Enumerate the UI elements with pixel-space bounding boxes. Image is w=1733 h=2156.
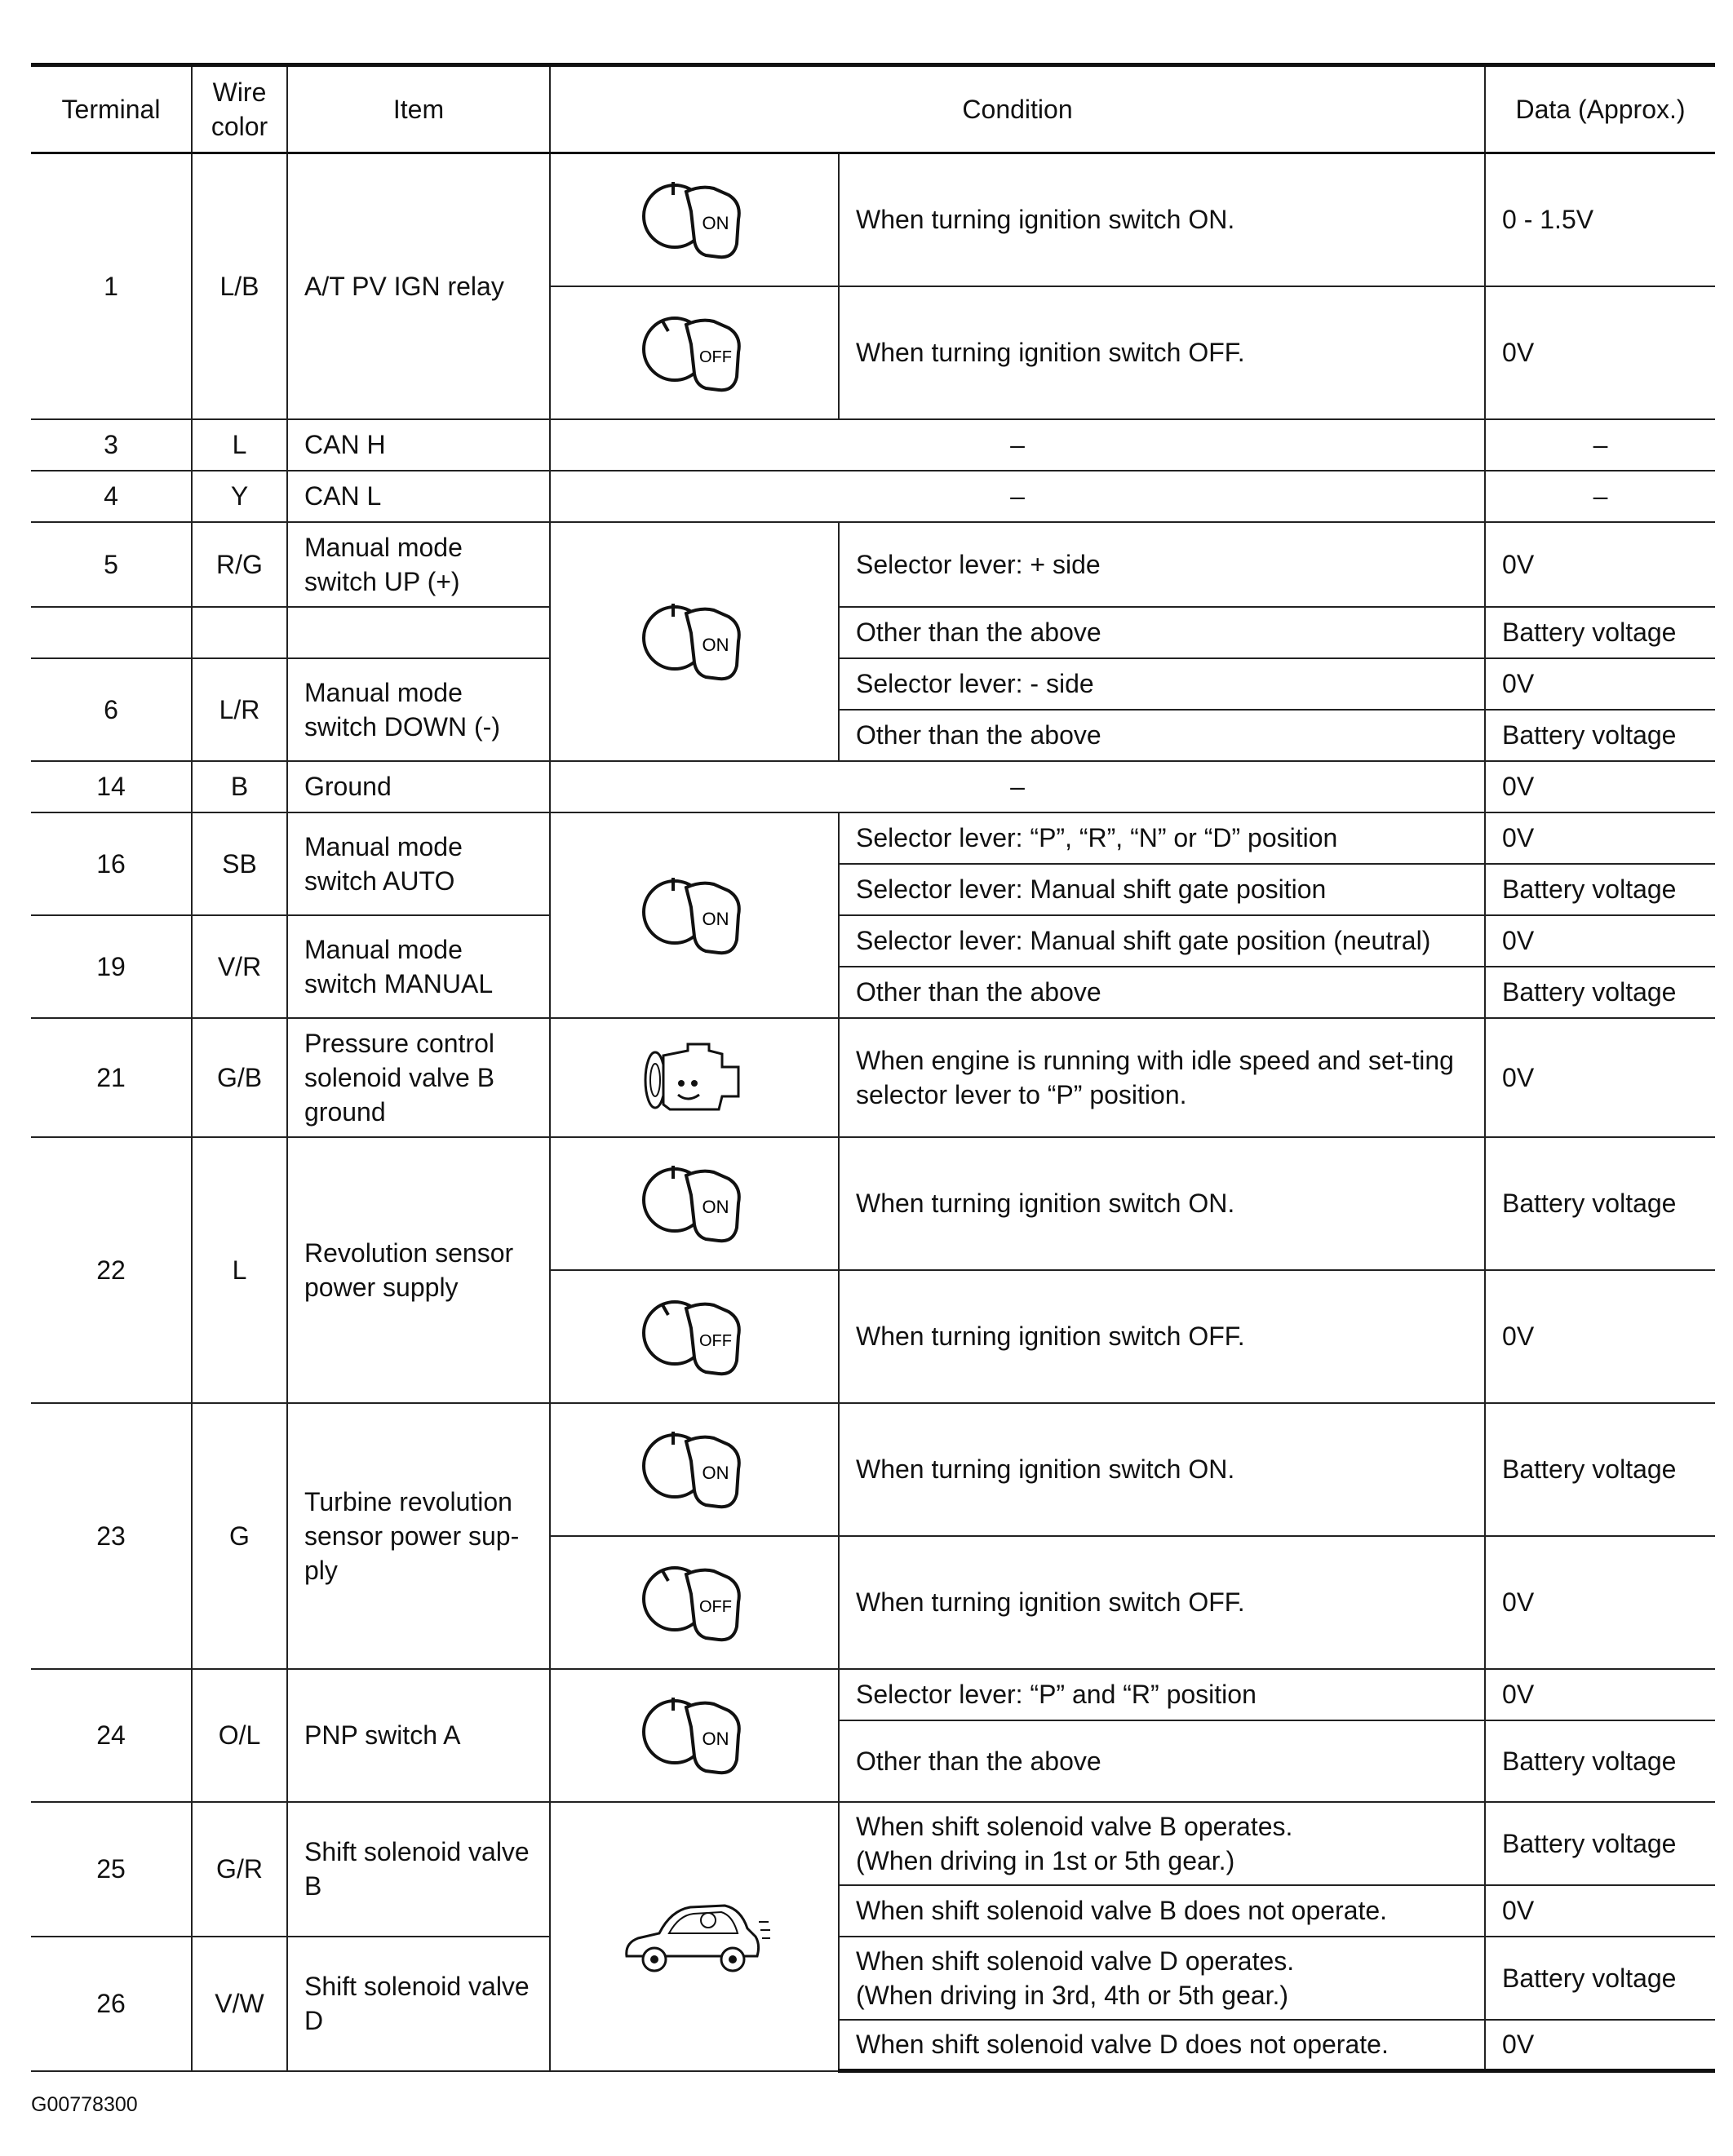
table-row <box>31 1018 1715 1137</box>
item-cell: CAN L <box>287 471 550 522</box>
terminal-data-sheet <box>31 63 1715 2073</box>
header-row <box>31 65 1715 153</box>
wire-color-cell: G/R <box>192 1802 287 1937</box>
condition-icon-cell <box>550 1802 839 2071</box>
item-cell: Turbine revolution sensor power sup-ply <box>287 1403 550 1669</box>
data-cell: 0V <box>1485 915 1715 967</box>
on-label: ON <box>702 635 729 655</box>
wire-color-cell: R/G <box>192 522 287 607</box>
terminal-cell: 6 <box>31 658 192 761</box>
ignition-switch-on-icon <box>637 592 751 690</box>
terminal-cell: 22 <box>31 1137 192 1403</box>
figure-code: G00778300 <box>31 2093 138 2116</box>
data-cell: – <box>1485 471 1715 522</box>
condition-icon-cell <box>550 522 839 761</box>
wire-color-cell: V/R <box>192 915 287 1018</box>
condition-cell <box>839 1937 1485 2020</box>
wire-color-cell: L/R <box>192 658 287 761</box>
data-cell: Battery voltage <box>1485 967 1715 1018</box>
table-row <box>31 522 1715 607</box>
header-wire-color: Wire color <box>192 65 287 153</box>
ignition-switch-off-icon <box>637 303 751 401</box>
terminal-cell: 14 <box>31 761 192 812</box>
condition-cell: When turning ignition switch ON. <box>839 1137 1485 1270</box>
wire-color-cell: G/B <box>192 1018 287 1137</box>
table-row <box>31 1802 1715 1885</box>
off-label: OFF <box>699 348 732 366</box>
ignition-switch-on-icon <box>637 1420 751 1518</box>
wire-color-cell: Y <box>192 471 287 522</box>
wire-color-cell: L/B <box>192 153 287 419</box>
condition-cell: Selector lever: “P” and “R” position <box>839 1669 1485 1720</box>
condition-cell: Selector lever: - side <box>839 658 1485 710</box>
engine-running-icon <box>637 1033 751 1122</box>
data-cell: 0 - 1.5V <box>1485 153 1715 286</box>
condition-cell: – <box>550 471 1485 522</box>
terminal-cell: 1 <box>31 153 192 419</box>
wire-color-cell-empty <box>192 607 287 658</box>
condition-icon-cell <box>550 1018 839 1137</box>
condition-cell: Selector lever: Manual shift gate position (neutral) <box>839 915 1485 967</box>
header-data: Data (Approx.) <box>1485 65 1715 153</box>
table-row <box>31 658 1715 710</box>
terminal-cell: 21 <box>31 1018 192 1137</box>
wire-color-cell: L <box>192 1137 287 1403</box>
item-cell: Pressure control solenoid valve B ground <box>287 1018 550 1137</box>
data-cell: Battery voltage <box>1485 1802 1715 1885</box>
terminal-cell: 3 <box>31 419 192 471</box>
condition-cell: Other than the above <box>839 1720 1485 1802</box>
off-label: OFF <box>699 1598 732 1616</box>
wire-color-cell: G <box>192 1403 287 1669</box>
condition-cell: When turning ignition switch ON. <box>839 1403 1485 1536</box>
item-cell-empty <box>287 607 550 658</box>
condition-cell: When shift solenoid valve B does not operate. <box>839 1885 1485 1937</box>
condition-cell: Other than the above <box>839 710 1485 761</box>
table-row <box>31 419 1715 471</box>
condition-cell: Selector lever: + side <box>839 522 1485 607</box>
terminal-cell: 16 <box>31 812 192 915</box>
condition-cell: – <box>550 419 1485 471</box>
condition-cell: When turning ignition switch OFF. <box>839 1536 1485 1669</box>
data-cell: 0V <box>1485 658 1715 710</box>
condition-cell: Other than the above <box>839 607 1485 658</box>
condition-cell: When engine is running with idle speed and set-ting selector lever to “P” position. <box>839 1018 1485 1137</box>
condition-cell: When turning ignition switch OFF. <box>839 1270 1485 1403</box>
table-row <box>31 607 1715 658</box>
condition-cell: When turning ignition switch ON. <box>839 153 1485 286</box>
header-condition: Condition <box>550 65 1485 153</box>
ignition-switch-on-icon <box>637 866 751 964</box>
data-cell: 0V <box>1485 522 1715 607</box>
condition-line: When shift solenoid valve D operates. <box>856 1946 1295 1976</box>
terminal-cell: 24 <box>31 1669 192 1802</box>
data-cell: Battery voltage <box>1485 864 1715 915</box>
data-cell: Battery voltage <box>1485 1937 1715 2020</box>
condition-icon-cell <box>550 812 839 1018</box>
wire-color-cell: V/W <box>192 1937 287 2071</box>
terminal-cell: 19 <box>31 915 192 1018</box>
data-cell: 0V <box>1485 1270 1715 1403</box>
off-label: OFF <box>699 1332 732 1350</box>
condition-cell: When shift solenoid valve D does not operate. <box>839 2020 1485 2071</box>
on-label: ON <box>702 908 729 929</box>
table-row <box>31 915 1715 967</box>
condition-icon-cell <box>550 1669 839 1802</box>
item-cell: Manual mode switch MANUAL <box>287 915 550 1018</box>
condition-icon-cell <box>550 153 839 286</box>
data-cell: 0V <box>1485 1536 1715 1669</box>
on-label: ON <box>702 1197 729 1217</box>
item-cell: A/T PV IGN relay <box>287 153 550 419</box>
data-cell: 0V <box>1485 1885 1715 1937</box>
data-cell: Battery voltage <box>1485 1720 1715 1802</box>
table-row <box>31 1403 1715 1536</box>
data-cell: Battery voltage <box>1485 607 1715 658</box>
item-cell: Manual mode switch UP (+) <box>287 522 550 607</box>
terminal-cell: 5 <box>31 522 192 607</box>
data-cell: 0V <box>1485 2020 1715 2071</box>
data-cell: – <box>1485 419 1715 471</box>
terminal-table <box>31 63 1715 2073</box>
condition-cell: – <box>550 761 1485 812</box>
table-row <box>31 761 1715 812</box>
condition-cell: Selector lever: “P”, “R”, “N” or “D” position <box>839 812 1485 864</box>
item-cell: CAN H <box>287 419 550 471</box>
item-cell: Revolution sensor power supply <box>287 1137 550 1403</box>
condition-cell <box>839 1802 1485 1885</box>
data-cell: 0V <box>1485 1669 1715 1720</box>
ignition-switch-on-icon <box>637 1686 751 1784</box>
condition-icon-cell <box>550 1137 839 1270</box>
terminal-cell-empty <box>31 607 192 658</box>
table-row <box>31 471 1715 522</box>
on-label: ON <box>702 1463 729 1483</box>
table-row <box>31 1937 1715 2020</box>
table-row <box>31 812 1715 864</box>
condition-icon-cell <box>550 1403 839 1536</box>
data-cell: Battery voltage <box>1485 710 1715 761</box>
header-item: Item <box>287 65 550 153</box>
item-cell: Manual mode switch DOWN (-) <box>287 658 550 761</box>
table-row <box>31 153 1715 286</box>
condition-line-note: (When driving in 3rd, 4th or 5th gear.) <box>856 1980 1289 2010</box>
wire-color-cell: O/L <box>192 1669 287 1802</box>
table-row <box>31 1137 1715 1270</box>
ignition-switch-on-icon <box>637 1154 751 1252</box>
wire-color-cell: L <box>192 419 287 471</box>
condition-cell: Selector lever: Manual shift gate position <box>839 864 1485 915</box>
condition-cell: Other than the above <box>839 967 1485 1018</box>
item-cell: Ground <box>287 761 550 812</box>
data-cell: 0V <box>1485 812 1715 864</box>
wire-color-cell: SB <box>192 812 287 915</box>
on-label: ON <box>702 213 729 234</box>
car-driving-icon <box>617 1888 772 1986</box>
wire-color-cell: B <box>192 761 287 812</box>
item-cell: Shift solenoid valve D <box>287 1937 550 2071</box>
table-row <box>31 1669 1715 1720</box>
terminal-cell: 23 <box>31 1403 192 1669</box>
item-cell: PNP switch A <box>287 1669 550 1802</box>
terminal-cell: 25 <box>31 1802 192 1937</box>
condition-icon-cell <box>550 1536 839 1669</box>
condition-icon-cell <box>550 1270 839 1403</box>
data-cell: Battery voltage <box>1485 1403 1715 1536</box>
item-cell: Shift solenoid valve B <box>287 1802 550 1937</box>
data-cell: 0V <box>1485 286 1715 419</box>
on-label: ON <box>702 1729 729 1749</box>
terminal-cell: 4 <box>31 471 192 522</box>
item-cell: Manual mode switch AUTO <box>287 812 550 915</box>
data-cell: Battery voltage <box>1485 1137 1715 1270</box>
ignition-switch-off-icon <box>637 1553 751 1651</box>
condition-line-note: (When driving in 1st or 5th gear.) <box>856 1845 1235 1875</box>
data-cell: 0V <box>1485 761 1715 812</box>
ignition-switch-off-icon <box>637 1287 751 1385</box>
condition-icon-cell <box>550 286 839 419</box>
ignition-switch-on-icon <box>637 170 751 268</box>
condition-line: When shift solenoid valve B operates. <box>856 1811 1293 1841</box>
condition-cell: When turning ignition switch OFF. <box>839 286 1485 419</box>
header-terminal: Terminal <box>31 65 192 153</box>
terminal-cell: 26 <box>31 1937 192 2071</box>
data-cell: 0V <box>1485 1018 1715 1137</box>
